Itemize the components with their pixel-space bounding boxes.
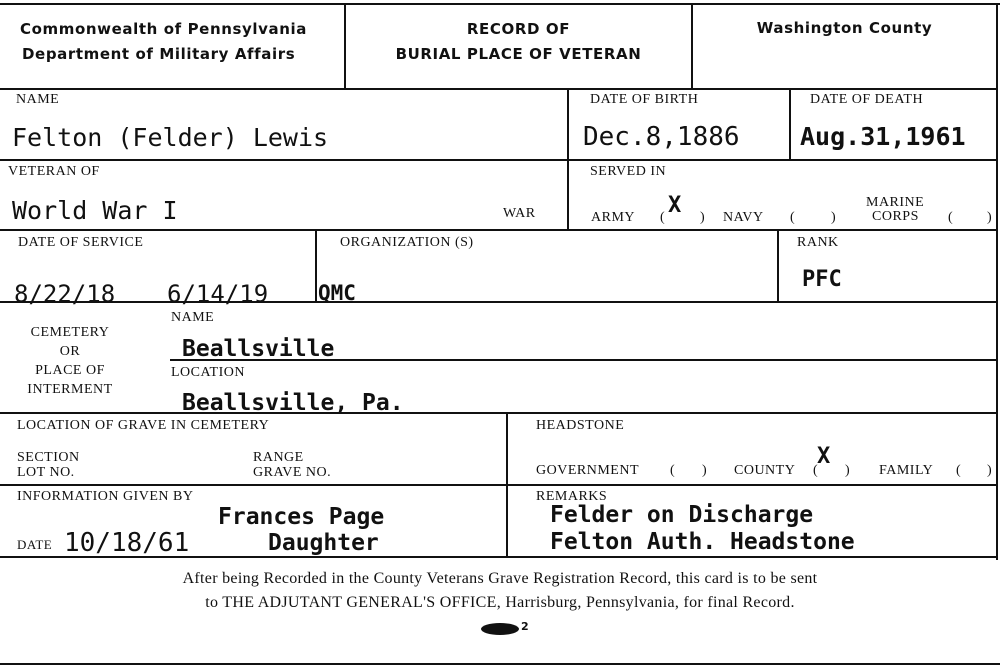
paren: ) [845,463,851,478]
divider [0,301,998,303]
cemetery-label-line: OR [59,344,81,359]
paren: ( [948,210,954,225]
range-grave-label [253,450,331,480]
divider [0,412,998,414]
date-of-birth: Dec.8,1886 [583,122,740,152]
cemetery-label-line: INTERMENT [27,382,113,397]
paren: ) [831,210,837,225]
footer-instruction-line1: After being Recorded in the County Veterans Grave Registration Record, this card is to be sent [182,570,818,587]
lot-label: LOT NO. [17,465,75,480]
county-checkbox-mark: X [817,444,831,469]
divider [315,230,317,302]
paren: ( [660,210,666,225]
informant-relationship: Daughter [268,530,379,556]
cemetery-side-label [10,323,130,399]
county-name: Washington County [756,19,933,37]
paren: ( [956,463,962,478]
divider [691,5,693,89]
bottom-border [0,663,1000,665]
rank-value: PFC [802,267,842,292]
date-of-death: Aug.31,1961 [800,122,966,151]
rank-label: RANK [797,235,839,250]
issuer-line1: Commonwealth of Pennsylvania [20,20,307,38]
service-date-to: 6/14/19 [167,280,269,308]
cemetery-name: Beallsville [182,336,335,362]
remarks-line2: Felton Auth. Headstone [550,529,855,555]
date-of-service-label: DATE OF SERVICE [18,235,144,250]
navy-label: NAVY [723,210,764,225]
section-label: SECTION [17,450,80,465]
army-label: ARMY [591,210,636,225]
info-date: 10/18/61 [64,528,190,558]
footer-instruction-line2: to THE ADJUTANT GENERAL'S OFFICE, Harrisburg, Pennsylvania, for final Record. [205,594,795,611]
paren: ) [700,210,706,225]
paren: ( [813,463,819,478]
cemetery-location-label: LOCATION [171,365,245,380]
corps-label: CORPS [872,209,919,224]
top-border [0,3,1000,5]
war-suffix-label: WAR [503,206,536,221]
marine-label: MARINE [866,195,925,210]
cemetery-label-line: PLACE OF [35,363,105,378]
paren: ) [987,210,993,225]
veteran-of-label: VETERAN OF [8,164,100,179]
issuer-line2: Department of Military Affairs [22,45,296,63]
dob-label: DATE OF BIRTH [590,92,699,107]
county-label: COUNTY [734,463,796,478]
remarks-label: REMARKS [536,489,608,504]
divider [0,88,998,90]
divider [0,484,998,486]
informant-name: Frances Page [218,504,385,530]
union-bug-icon [481,623,519,635]
government-label: GOVERNMENT [536,463,639,478]
army-checkbox-mark: X [668,193,682,218]
remarks-line1: Felder on Discharge [550,502,814,528]
name-label: NAME [16,92,60,107]
divider [789,88,791,160]
headstone-label: HEADSTONE [536,418,625,433]
cemetery-name-label: NAME [171,310,215,325]
section-lot-label [17,450,80,480]
info-date-label: DATE [17,537,53,552]
range-label: RANGE [253,450,304,465]
war-name: World War I [12,196,178,225]
organization-value: QMC [318,281,356,305]
divider [777,230,779,302]
paren: ( [790,210,796,225]
cemetery-label-line: CEMETERY [30,325,110,340]
organization-label: ORGANIZATION (S) [340,235,474,250]
cemetery-location: Beallsville, Pa. [182,390,404,416]
divider [0,229,998,231]
paren: ) [987,463,993,478]
information-given-by-label: INFORMATION GIVEN BY [17,489,194,504]
veteran-name: Felton (Felder) Lewis [12,123,329,152]
family-label: FAMILY [879,463,934,478]
union-bug-number: 2 [521,620,529,633]
grave-location-label: LOCATION OF GRAVE IN CEMETERY [17,418,270,433]
paren: ( [670,463,676,478]
grave-no-label: GRAVE NO. [253,465,332,480]
divider [0,159,998,161]
service-date-from: 8/22/18 [14,280,116,308]
served-in-label: SERVED IN [590,164,667,179]
form-title-line2: BURIAL PLACE OF VETERAN [395,45,642,63]
dod-label: DATE OF DEATH [810,92,924,107]
paren: ) [702,463,708,478]
form-title-line1: RECORD OF [466,20,571,38]
